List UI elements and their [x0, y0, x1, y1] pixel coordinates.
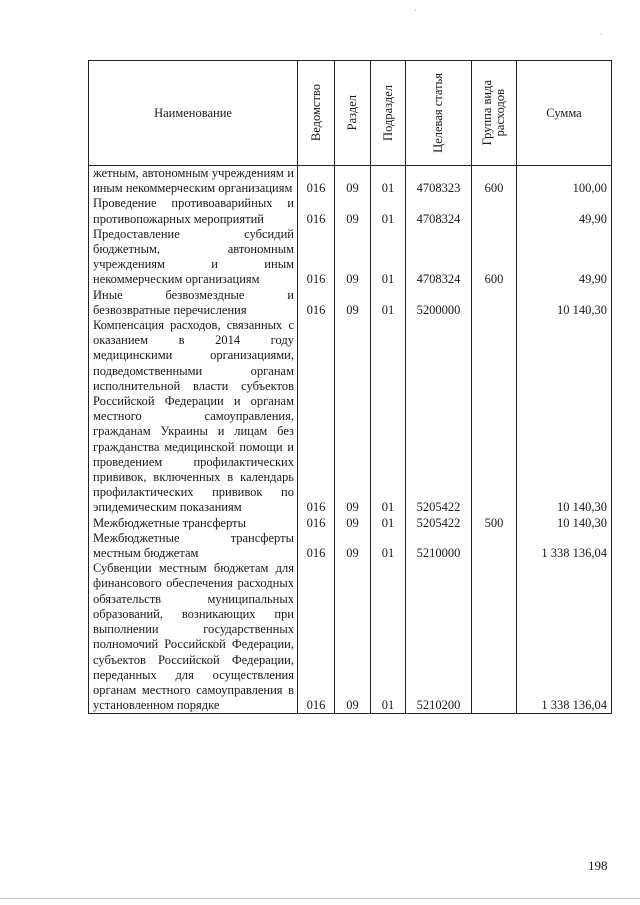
- row-podrazdel-cell: 01: [371, 561, 406, 714]
- row-celevaya-cell: 4708324: [406, 227, 472, 288]
- scan-speck: ·: [600, 30, 603, 39]
- page-number: 198: [588, 858, 608, 873]
- row-razdel-cell: 09: [335, 227, 371, 288]
- header-gruppa-vida-rashodov: Группа вида расходов: [472, 61, 517, 166]
- row-podrazdel-cell: 01: [371, 166, 406, 197]
- row-razdel-cell: 09: [335, 196, 371, 226]
- row-celevaya-cell: 5210000: [406, 531, 472, 561]
- table-row: [89, 227, 612, 288]
- row-summa-cell: 10 140,30: [517, 288, 612, 318]
- scan-speck: ·: [414, 6, 417, 15]
- row-name-cell: Предоставление субсидий бюджетным, автономным учреждениям и иным некоммерческим организациям: [89, 227, 298, 288]
- row-vedomstvo-cell: 016: [298, 531, 335, 561]
- table-header-row: [89, 61, 612, 166]
- row-vedomstvo-cell: 016: [298, 516, 335, 531]
- header-summa: Сумма: [517, 61, 612, 166]
- row-razdel-cell: 09: [335, 288, 371, 318]
- row-name-cell: жетным, автономным учреждениям и иным некоммерческим организациям: [89, 166, 298, 197]
- row-gruppa-cell: 500: [472, 516, 517, 531]
- header-celevaya-statya: Целевая статья: [406, 61, 472, 166]
- row-summa-cell: 10 140,30: [517, 318, 612, 516]
- row-razdel-cell: 09: [335, 531, 371, 561]
- row-gruppa-cell: [472, 531, 517, 561]
- row-podrazdel-cell: 01: [371, 196, 406, 226]
- row-celevaya-cell: 4708323: [406, 166, 472, 197]
- row-razdel-cell: 09: [335, 516, 371, 531]
- header-name: Наименование: [89, 61, 298, 166]
- row-name-cell: Межбюджетные трансферты: [89, 516, 298, 531]
- row-gruppa-cell: [472, 318, 517, 516]
- bottom-rule: [0, 898, 640, 899]
- row-podrazdel-cell: 01: [371, 227, 406, 288]
- row-name-cell: Субвенции местным бюджетам для финансового обеспечения расходных обязательств муниципальных образований, возникающих при выполнении государственных полномочий Российской Федерации, субъектов Российской Федерации, переданных для осуществления органам местного самоуправления в установленном порядке: [89, 561, 298, 714]
- budget-table: [88, 60, 612, 714]
- row-podrazdel-cell: 01: [371, 318, 406, 516]
- row-name-cell: Проведение противоаварийных и противопожарных мероприятий: [89, 196, 298, 226]
- table-row: [89, 561, 612, 714]
- row-celevaya-cell: 5205422: [406, 318, 472, 516]
- table-row: [89, 196, 612, 226]
- header-podrazdel: Подраздел: [371, 61, 406, 166]
- row-celevaya-cell: 5205422: [406, 516, 472, 531]
- row-vedomstvo-cell: 016: [298, 288, 335, 318]
- row-gruppa-cell: [472, 288, 517, 318]
- row-vedomstvo-cell: 016: [298, 227, 335, 288]
- row-celevaya-cell: 5200000: [406, 288, 472, 318]
- table-row: [89, 288, 612, 318]
- row-gruppa-cell: [472, 561, 517, 714]
- row-name-cell: Компенсация расходов, связанных с оказанием в 2014 году медицинскими организациями, подведомственными органам исполнительной власти субъектов Российской Федерации и органам местного самоуправления, гражданам Украины и лицам без гражданства медицинской помощи и проведением профилактических прививок, включенных в календарь профилактических прививок по эпидемическим показаниям: [89, 318, 298, 516]
- row-vedomstvo-cell: 016: [298, 318, 335, 516]
- row-name-cell: Иные безвозмездные и безвозвратные перечисления: [89, 288, 298, 318]
- table-row: [89, 318, 612, 516]
- row-summa-cell: 49,90: [517, 196, 612, 226]
- row-celevaya-cell: 4708324: [406, 196, 472, 226]
- table-row: [89, 531, 612, 561]
- row-podrazdel-cell: 01: [371, 516, 406, 531]
- table-row: [89, 166, 612, 197]
- header-razdel: Раздел: [335, 61, 371, 166]
- table-row: [89, 516, 612, 531]
- row-summa-cell: 10 140,30: [517, 516, 612, 531]
- row-gruppa-cell: 600: [472, 227, 517, 288]
- row-summa-cell: 1 338 136,04: [517, 561, 612, 714]
- row-vedomstvo-cell: 016: [298, 196, 335, 226]
- row-razdel-cell: 09: [335, 561, 371, 714]
- row-summa-cell: 49,90: [517, 227, 612, 288]
- row-summa-cell: 100,00: [517, 166, 612, 197]
- row-celevaya-cell: 5210200: [406, 561, 472, 714]
- row-razdel-cell: 09: [335, 318, 371, 516]
- row-name-cell: Межбюджетные трансферты местным бюджетам: [89, 531, 298, 561]
- row-podrazdel-cell: 01: [371, 531, 406, 561]
- row-vedomstvo-cell: 016: [298, 561, 335, 714]
- row-podrazdel-cell: 01: [371, 288, 406, 318]
- row-vedomstvo-cell: 016: [298, 166, 335, 197]
- row-gruppa-cell: [472, 196, 517, 226]
- row-razdel-cell: 09: [335, 166, 371, 197]
- header-vedomstvo: Ведомство: [298, 61, 335, 166]
- row-summa-cell: 1 338 136,04: [517, 531, 612, 561]
- row-gruppa-cell: 600: [472, 166, 517, 197]
